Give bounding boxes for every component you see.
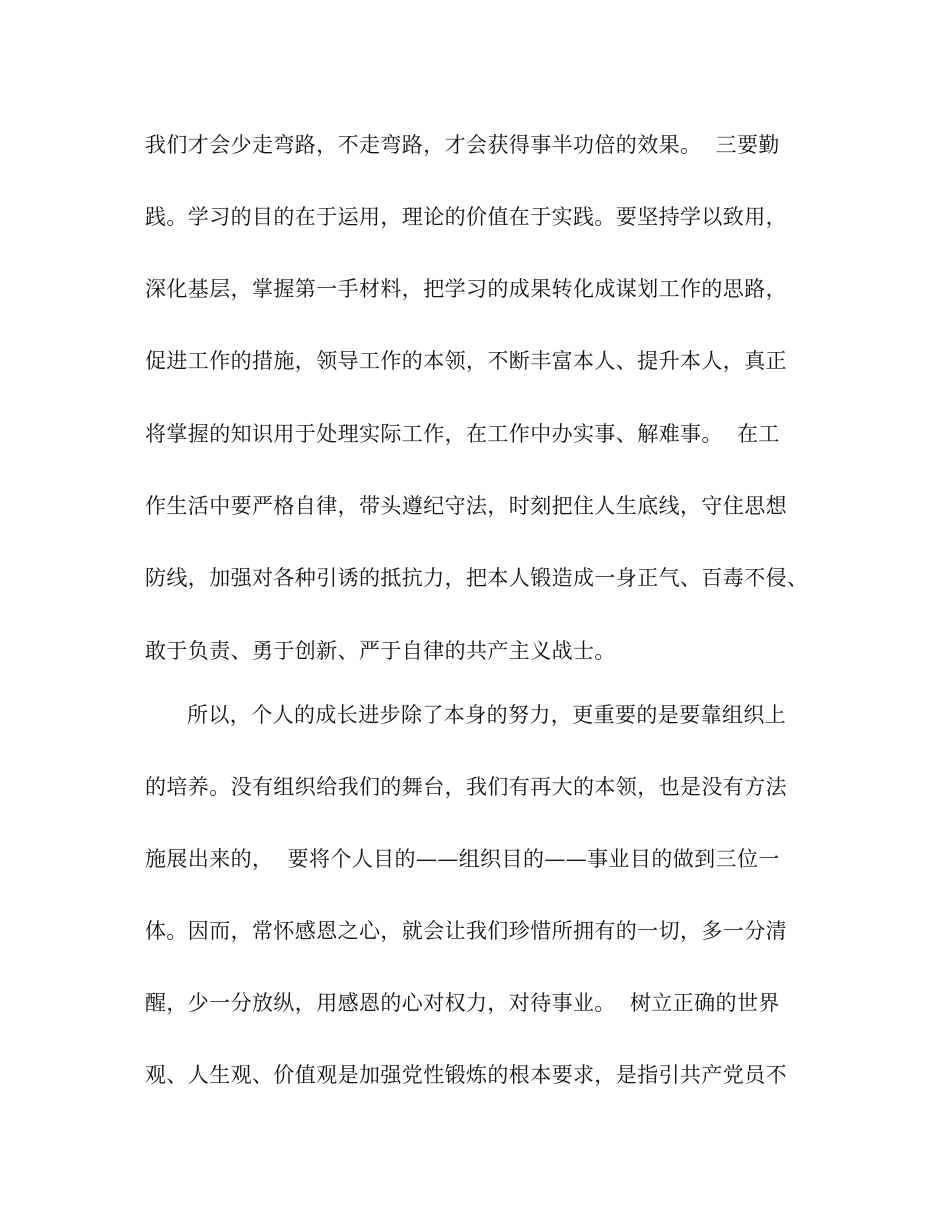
text-line: 将掌握的知识用于处理实际工作，在工作中办实事、解难事。 在工 (145, 422, 780, 446)
text-line: 促进工作的措施，领导工作的本领，不断丰富本人、提升本人，真正 (145, 349, 787, 373)
text-line: 施展出来的， 要将个人目的——组织目的——事业目的做到三位一 (145, 847, 780, 871)
text-line: 深化基层，掌握第一手材料，把学习的成果转化成谋划工作的思路， (145, 277, 787, 301)
paragraph-first-line: 所以，个人的成长进步除了本身的努力，更重要的是要靠组织上 (187, 703, 787, 727)
text-line: 防线，加强对各种引诱的抵抗力，把本人锻造成一身正气、百毒不侵、 (145, 566, 809, 590)
text-line: 的培养。没有组织给我们的舞台，我们有再大的本领，也是没有方法 (145, 775, 787, 799)
text-line: 作生活中要严格自律，带头遵纪守法，时刻把住人生底线，守住思想 (145, 494, 787, 518)
text-line: 我们才会少走弯路，不走弯路，才会获得事半功倍的效果。 三要勤 (145, 133, 780, 157)
text-line: 观、人生观、价值观是加强党性锻炼的根本要求，是指引共产党员不 (145, 1063, 787, 1087)
text-line: 敢于负责、勇于创新、严于自律的共产主义战士。 (145, 639, 616, 663)
text-line: 践。学习的目的在于运用，理论的价值在于实践。要坚持学以致用， (145, 205, 787, 229)
text-line: 醒，少一分放纵，用感恩的心对权力，对待事业。 树立正确的世界 (145, 991, 780, 1015)
text-line: 体。因而，常怀感恩之心，就会让我们珍惜所拥有的一切，多一分清 (145, 919, 787, 943)
